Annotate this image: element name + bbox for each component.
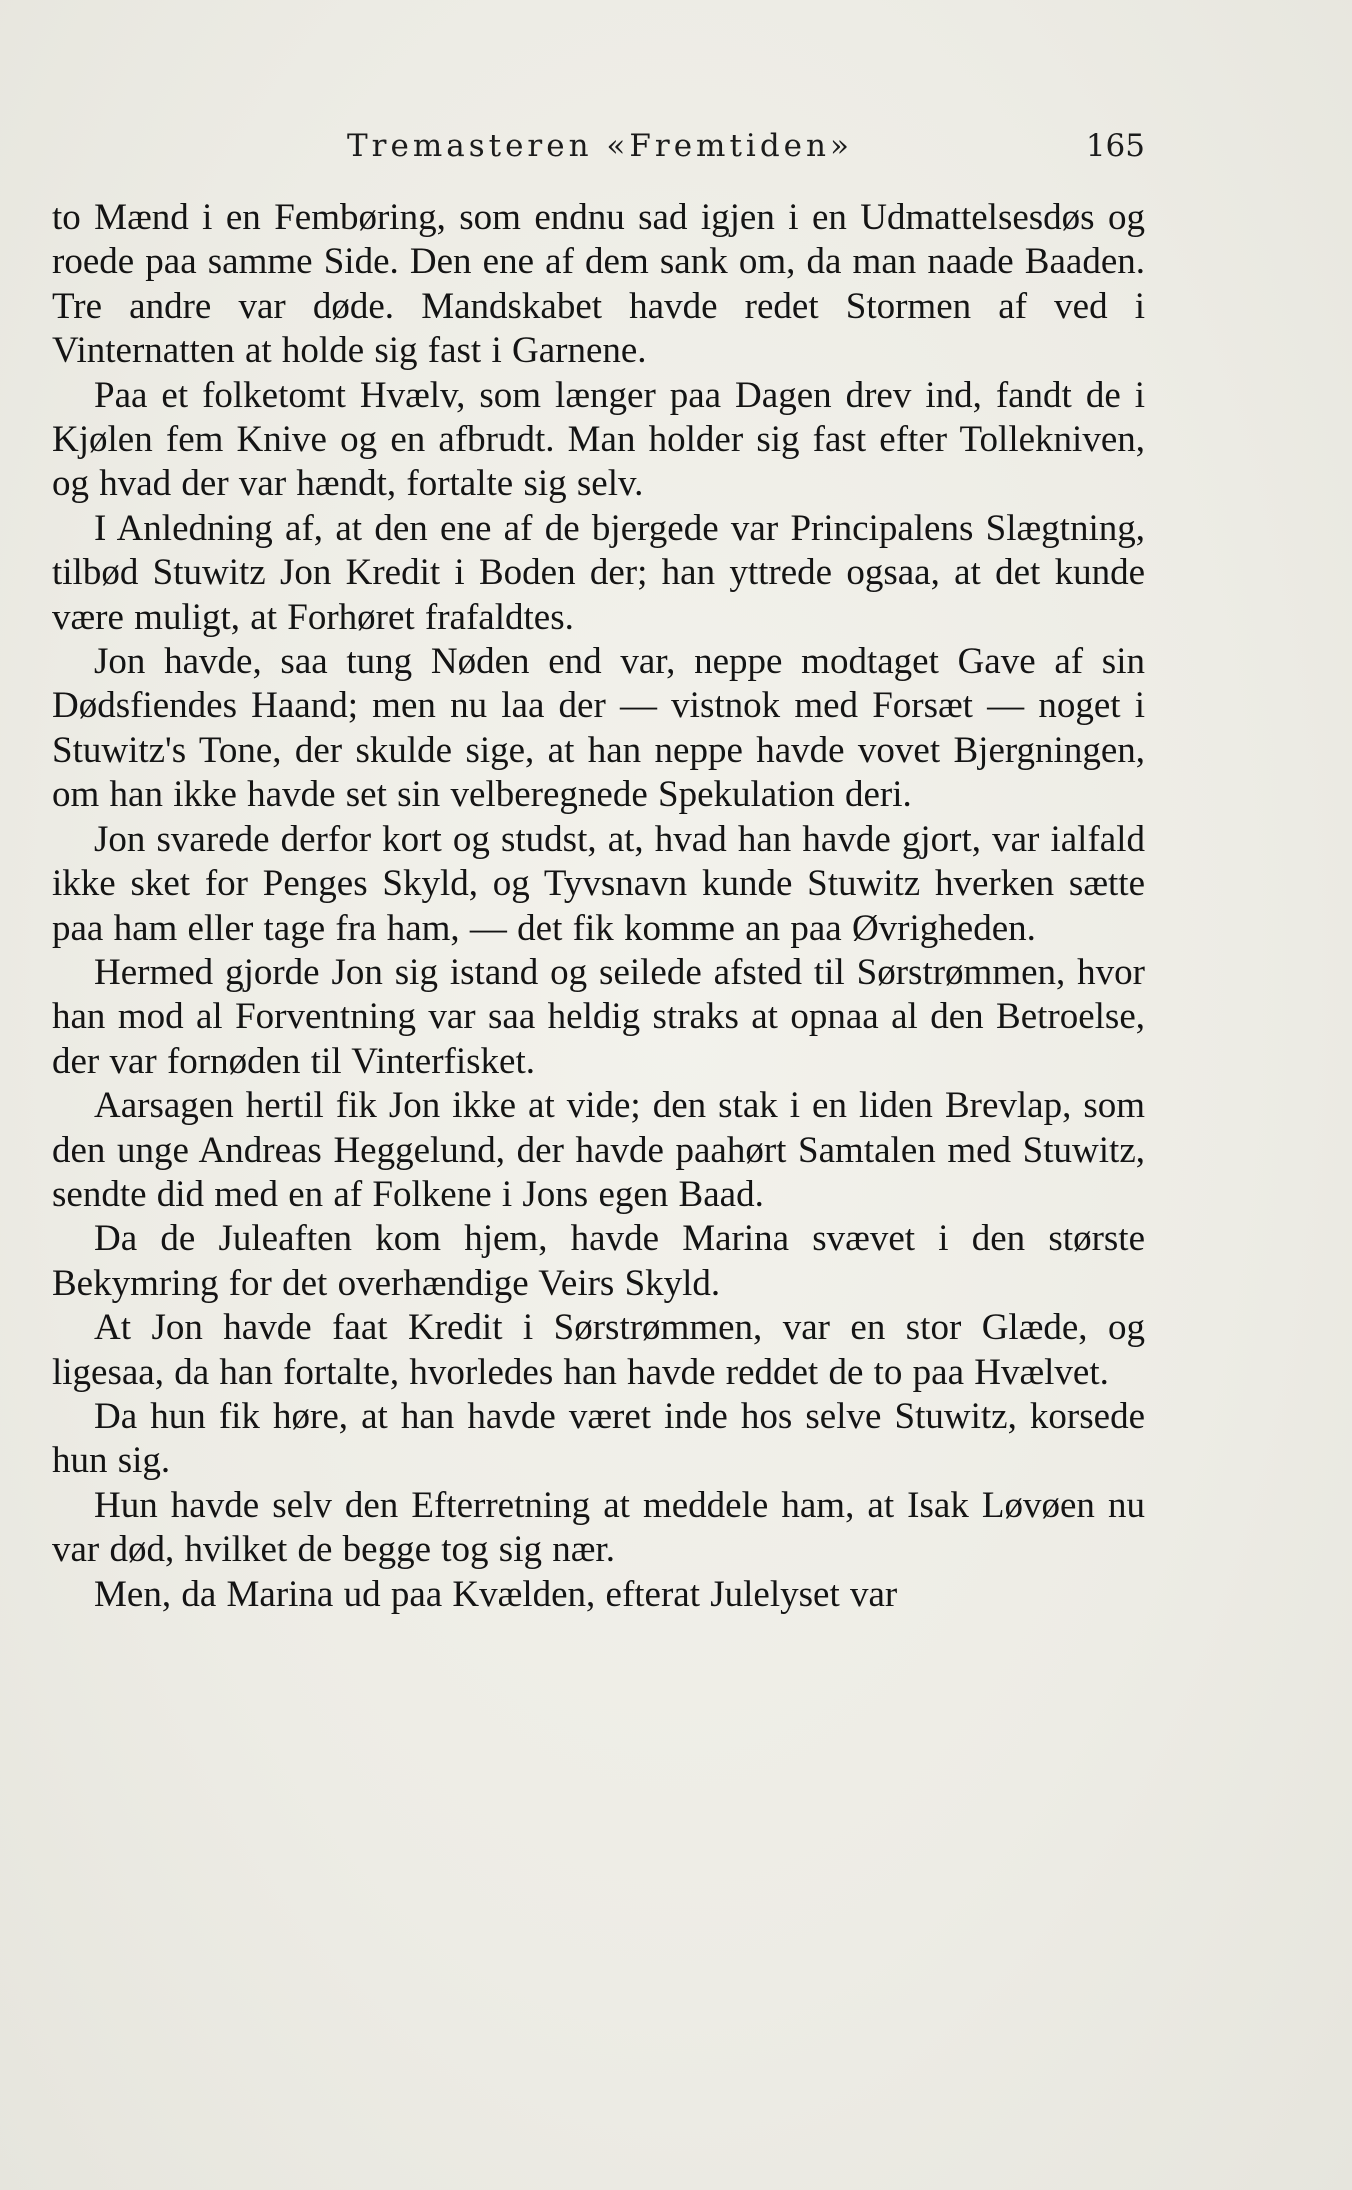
body-text <box>52 196 1145 1617</box>
running-title: Tremasteren «Fremtiden» <box>347 128 853 164</box>
paragraph: At Jon havde faat Kredit i Sørstrømmen, var en stor Glæde, og ligesaa, da han fortalte, hvorledes han havde reddet de to paa Hvælvet. <box>52 1307 1145 1393</box>
page-header <box>52 124 1145 168</box>
paragraph: Jon havde, saa tung Nøden end var, neppe modtaget Gave af sin Dødsfiendes Haand; men nu laa der — vistnok med Forsæt — noget i Stuwitz's Tone, der skulde sige, at han neppe havde vovet Bjergningen, om han ikke havde set sin velberegnede Spekulation deri. <box>52 641 1145 816</box>
paragraph: to Mænd i en Fembøring, som endnu sad igjen i en Udmattelsesdøs og roede paa samme Side. Den ene af dem sank om, da man naade Baaden. Tre andre var døde. Mandskabet havde redet Stormen af ved i Vinternatten at holde sig fast i Garnene. <box>52 197 1145 372</box>
paragraph: Da hun fik høre, at han havde været inde hos selve Stuwitz, korsede hun sig. <box>52 1395 1145 1482</box>
paragraph: Men, da Marina ud paa Kvælden, efterat Julelyset var <box>94 1573 898 1615</box>
paragraph: Hun havde selv den Efterretning at meddele ham, at Isak Løvøen nu var død, hvilket de begge tog sig nær. <box>52 1484 1145 1571</box>
paragraph: Paa et folketomt Hvælv, som længer paa Dagen drev ind, fandt de i Kjølen fem Knive og en afbrudt. Man holder sig fast efter Tollekniven, og hvad der var hændt, fortalte sig selv. <box>52 374 1145 505</box>
page-number: 165 <box>1085 128 1145 164</box>
paragraph: Aarsagen hertil fik Jon ikke at vide; den stak i en liden Brevlap, som den unge Andreas Heggelund, der havde paahørt Samtalen med Stuwitz, sendte did med en af Folkene i Jons egen Baad. <box>52 1085 1145 1215</box>
paragraph: Hermed gjorde Jon sig istand og seilede afsted til Sørstrømmen, hvor han mod al Forventning var saa heldig straks at opnaa al den Betroelse, der var fornøden til Vinterfisket. <box>52 951 1145 1082</box>
paragraph: I Anledning af, at den ene af de bjergede var Principalens Slægtning, tilbød Stuwitz Jon Kredit i Boden der; han yttrede ogsaa, at det kunde være muligt, at Forhøret frafaldtes. <box>52 507 1145 638</box>
paragraph: Jon svarede derfor kort og studst, at, hvad han havde gjort, var ialfald ikke sket for Penges Skyld, og Tyvsnavn kunde Stuwitz hverken sætte paa ham eller tage fra ham, — det fik komme an paa Øvrigheden. <box>52 818 1145 949</box>
paragraph: Da de Juleaften kom hjem, havde Marina svævet i den største Bekymring for det overhændige Veirs Skyld. <box>52 1218 1145 1304</box>
